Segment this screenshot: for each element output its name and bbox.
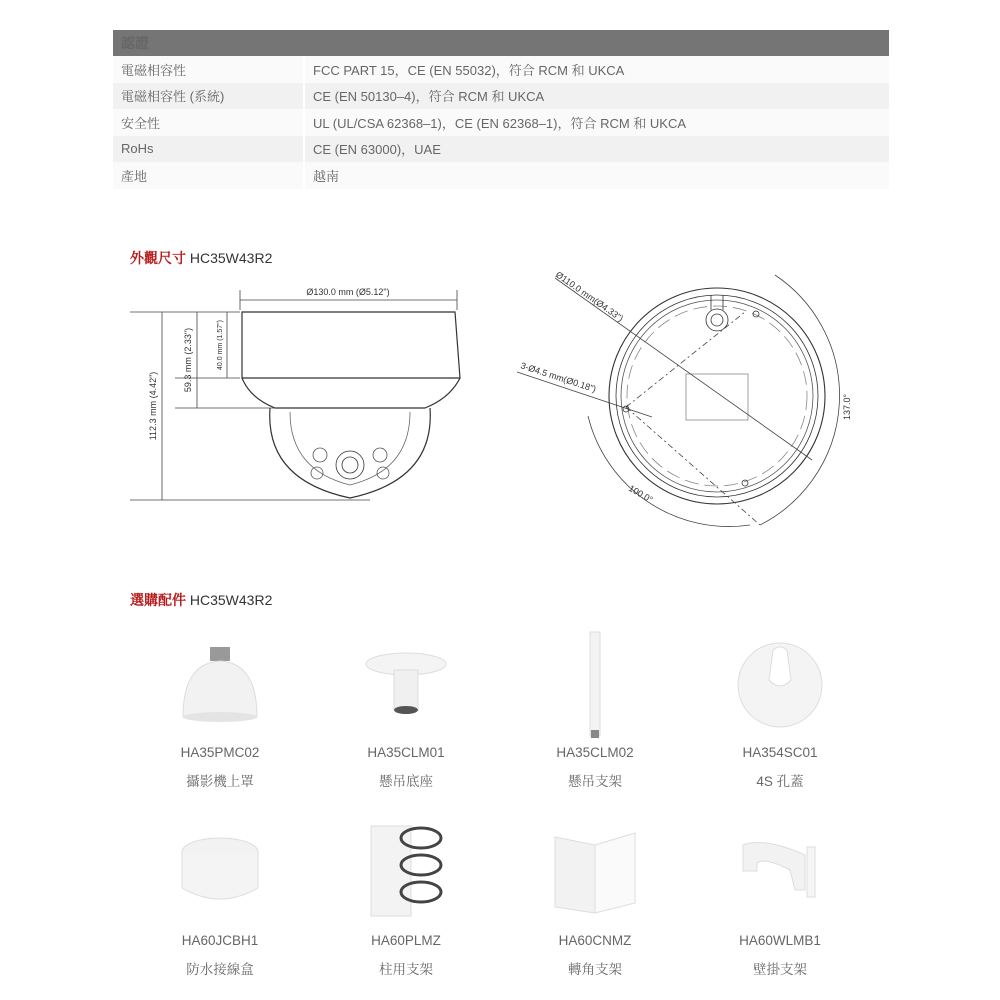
pendant-pole-image [505, 625, 685, 745]
table-row [113, 162, 889, 189]
accessory-name: 轉角支架 [568, 962, 622, 977]
accessory-item[interactable] [505, 625, 685, 790]
accessory-name: 壁掛支架 [753, 962, 807, 977]
accessory-item[interactable] [690, 625, 870, 790]
table-header-label: 認證 [121, 35, 149, 51]
dimensions-title-red: 外觀尺寸 [130, 250, 186, 266]
accessory-code: HA35PMC02 [180, 745, 260, 760]
table-row [113, 56, 889, 83]
accessory-code: HA60CNMZ [558, 933, 632, 948]
row-value: FCC PART 15，CE (EN 55032)，符合 RCM 和 UKCA [313, 62, 625, 78]
accessory-item[interactable] [130, 625, 310, 790]
accessory-item[interactable] [316, 815, 496, 978]
hole-label: 3-Ø4.5 mm(Ø0.18") [519, 360, 598, 395]
accessory-name: 4S 孔蓋 [756, 774, 804, 789]
table-row [113, 83, 889, 110]
table-row [113, 136, 889, 163]
pole-mount-image [316, 815, 496, 925]
accessory-item[interactable] [316, 625, 496, 790]
angle-137-label: 137.0° [842, 393, 852, 420]
accessory-code: HA35CLM01 [367, 745, 445, 760]
4s-cover-plate-image [690, 625, 870, 745]
wall-mount-image [690, 815, 870, 925]
accessory-code: HA60WLMB1 [739, 933, 821, 948]
row-value: UL (UL/CSA 62368–1)，CE (EN 62368–1)，符合 RCM 和 UKCA [313, 115, 687, 131]
dimensions-title-model: HC35W43R2 [189, 250, 273, 266]
row-key: 產地 [113, 162, 304, 189]
certification-table [113, 30, 889, 189]
row-value: CE (EN 50130–4)，符合 RCM 和 UKCA [313, 89, 545, 105]
pendant-cap-image [130, 625, 310, 745]
dimensions-title [130, 248, 272, 268]
accessory-name: 攝影機上罩 [186, 774, 254, 789]
table-row [113, 109, 889, 136]
corner-mount-image [505, 815, 685, 925]
accessory-name: 防水接線盒 [186, 962, 254, 977]
accessories-title-model: HC35W43R2 [189, 592, 273, 608]
row-key: 電磁相容性 (系統) [113, 83, 304, 110]
row-key: RoHs [113, 136, 304, 163]
accessory-code: HA35CLM02 [556, 745, 634, 760]
top-height-label: 40.0 mm (1.57") [217, 320, 224, 370]
accessory-code: HA354SC01 [742, 745, 818, 760]
angle-100-label: 100.0° [627, 483, 655, 505]
accessory-name: 懸吊支架 [568, 774, 622, 789]
side-view-diagram [130, 280, 480, 510]
accessory-item[interactable] [690, 815, 870, 978]
accessory-item[interactable] [505, 815, 685, 978]
accessory-code: HA60PLMZ [371, 933, 441, 948]
row-value: 越南 [313, 168, 340, 184]
accessories-title-red: 選購配件 [130, 592, 186, 608]
row-key: 安全性 [113, 109, 304, 136]
accessory-item[interactable] [130, 815, 310, 978]
top-view-diagram [500, 250, 870, 540]
diameter-label: Ø110.0 mm(Ø4.33") [553, 269, 626, 324]
accessory-name: 柱用支架 [379, 962, 433, 977]
table-header [113, 30, 889, 56]
row-key: 電磁相容性 [113, 56, 304, 83]
ceiling-mount-image [316, 625, 496, 745]
total-height-label: 112.3 mm (4.42") [148, 371, 158, 441]
accessories-title [130, 590, 272, 610]
accessory-code: HA60JCBH1 [181, 933, 259, 948]
mid-height-label: 59.3 mm (2.33") [183, 327, 193, 393]
junction-box-image [130, 815, 310, 925]
row-value: CE (EN 63000)，UAE [313, 142, 441, 158]
width-dimension-label: Ø130.0 mm (Ø5.12") [306, 287, 390, 297]
accessory-name: 懸吊底座 [379, 774, 433, 789]
